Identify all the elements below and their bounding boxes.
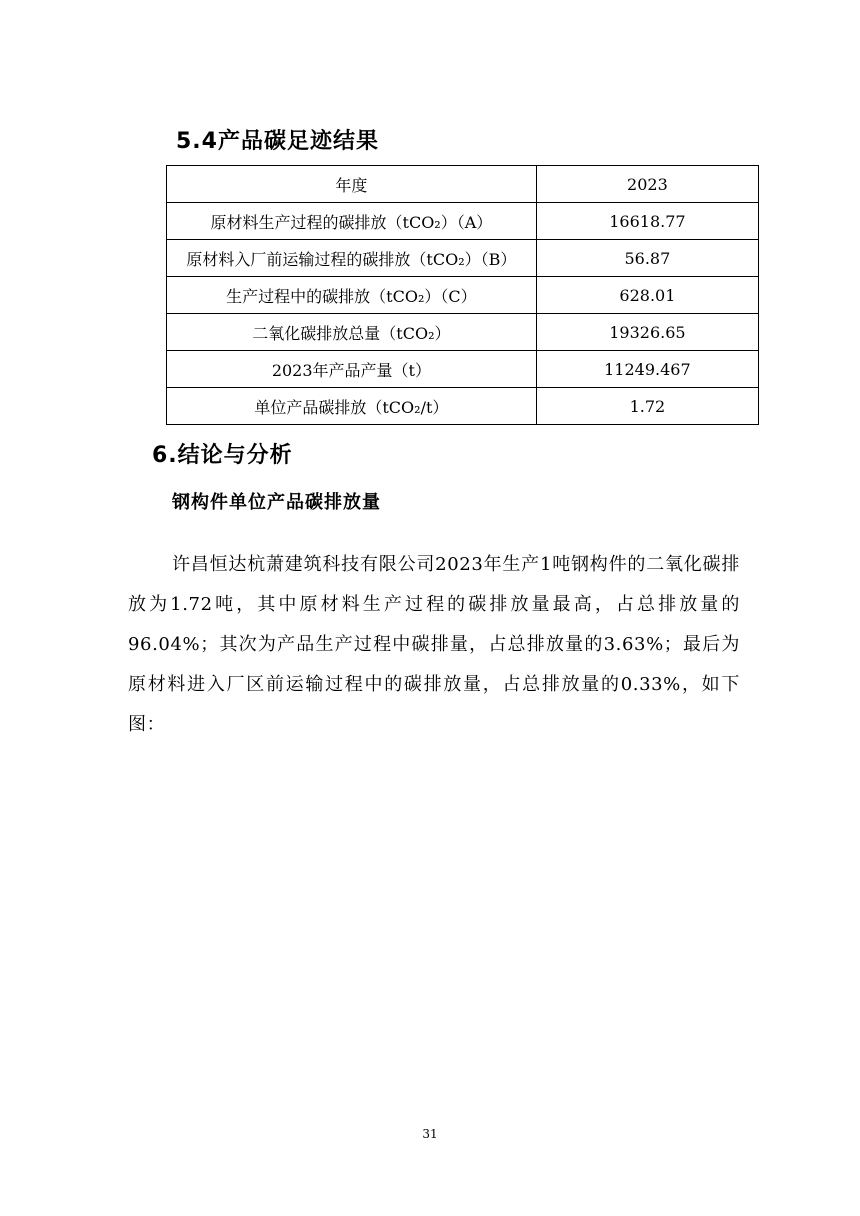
table-header-row [167, 166, 759, 203]
row-label: 2023年产品产量（t） [167, 351, 537, 388]
row-value: 19326.65 [536, 314, 758, 351]
row-value: 628.01 [536, 277, 758, 314]
table-header-label: 年度 [167, 166, 537, 203]
row-label: 二氧化碳排放总量（tCO₂） [167, 314, 537, 351]
table-row [167, 314, 759, 351]
row-value: 11249.467 [536, 351, 758, 388]
row-label: 单位产品碳排放（tCO₂/t） [167, 388, 537, 425]
table-row [167, 351, 759, 388]
row-value: 1.72 [536, 388, 758, 425]
row-label: 原材料入厂前运输过程的碳排放（tCO₂）（B） [167, 240, 537, 277]
subheading: 钢构件单位产品碳排放量 [172, 492, 381, 513]
row-value: 16618.77 [536, 203, 758, 240]
row-value: 56.87 [536, 240, 758, 277]
section-heading: 5.4产品碳足迹结果 [176, 129, 379, 154]
body-paragraph: 许昌恒达杭萧建筑科技有限公司2023年生产1吨钢构件的二氧化碳排放为1.72吨，其中原材料生产过程的碳排放量最高，占总排放量的96.04%；其次为产品生产过程中碳排量，占总排放量的3.63%；最后为原材料进入厂区前运输过程中的碳排放量，占总排放量的0.33%，如下图： [128, 554, 740, 735]
table-row [167, 240, 759, 277]
page-number: 31 [422, 1127, 438, 1141]
chapter-heading: 6.结论与分析 [152, 443, 293, 468]
carbon-footprint-table [166, 165, 759, 425]
table-row [167, 388, 759, 425]
table-row [167, 277, 759, 314]
table-header-value: 2023 [536, 166, 758, 203]
row-label: 原材料生产过程的碳排放（tCO₂）（A） [167, 203, 537, 240]
table-row [167, 203, 759, 240]
row-label: 生产过程中的碳排放（tCO₂）（C） [167, 277, 537, 314]
